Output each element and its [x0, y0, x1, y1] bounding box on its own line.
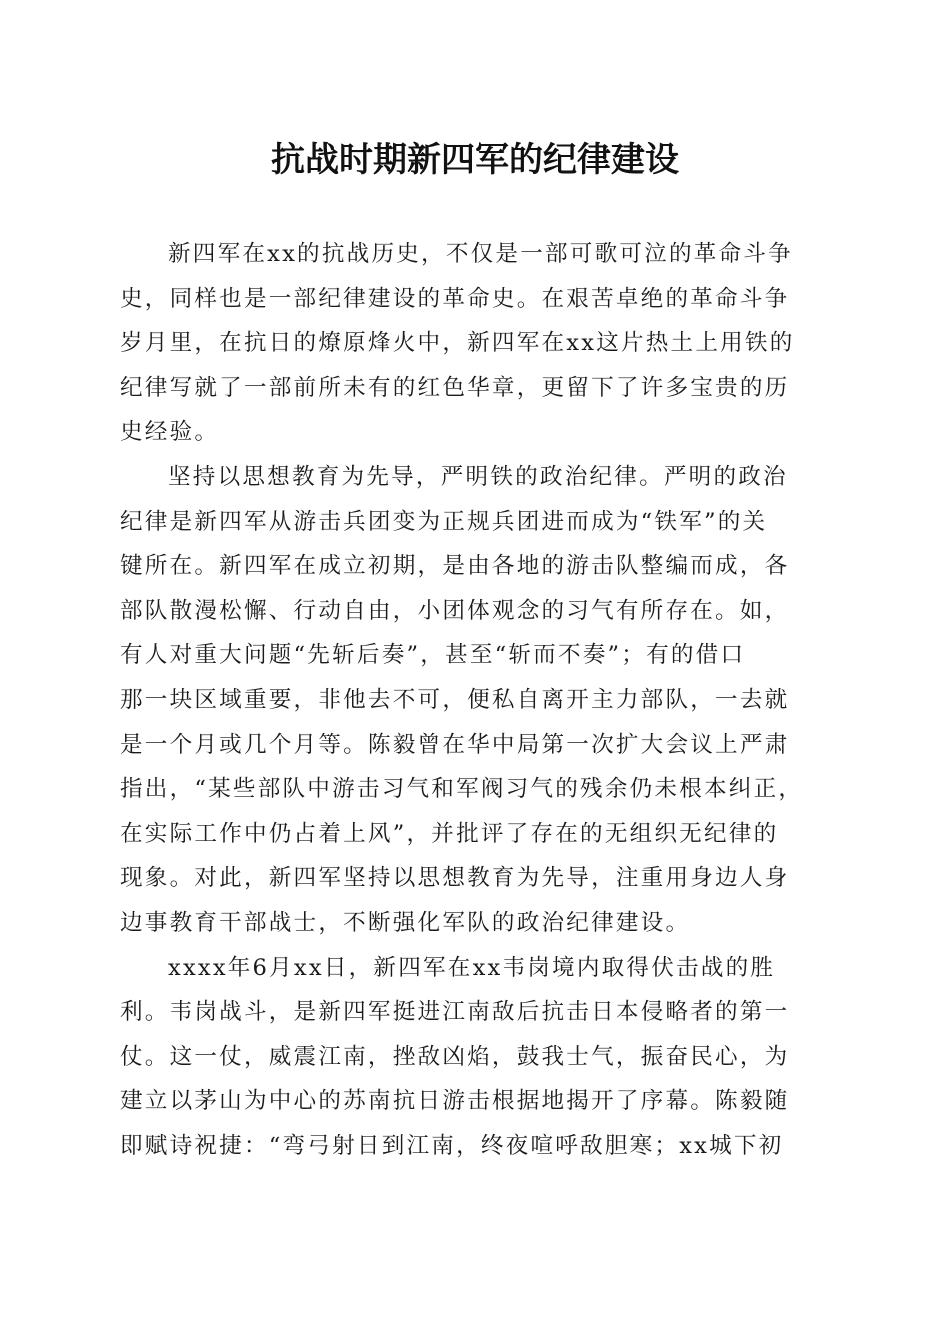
- paragraph-2: [120, 455, 832, 946]
- text-line: 坚持以思想教育为先导，严明铁的政治纪律。严明的政治: [168, 463, 788, 490]
- text-line: 新四军在xx的抗战历史，不仅是一部可歌可泣的革命斗争: [168, 241, 793, 267]
- document-title: 抗战时期新四军的纪律建设: [271, 140, 679, 180]
- text-line: 史经验。: [120, 419, 220, 446]
- text-line: 指出，“某些部队中游击习气和军阀习气的残余仍未根本纠正，: [120, 776, 804, 803]
- text-line: 纪律是新四军从游击兵团变为正规兵团进而成为“铁军”的关: [120, 508, 768, 535]
- text-line: 建立以茅山为中心的苏南抗日游击根据地揭开了序幕。陈毅随: [120, 1088, 790, 1115]
- text-line: 边事教育干部战士，不断强化军队的政治纪律建设。: [120, 909, 691, 936]
- paragraph-1: [120, 232, 832, 455]
- text-line: 部队散漫松懈、行动自由，小团体观念的习气有所存在。如，: [120, 597, 790, 624]
- text-line: 键所在。新四军在成立初期，是由各地的游击队整编而成，各: [120, 553, 790, 580]
- paragraph-3: [120, 946, 832, 1169]
- text-line: 现象。对此，新四军坚持以思想教育为先导，注重用身边人身: [120, 865, 790, 892]
- text-line: 即赋诗祝捷：“弯弓射日到江南，终夜喧呼敌胆寒；xx城下初: [120, 1132, 784, 1159]
- text-line: 利。韦岗战斗，是新四军挺进江南敌后抗击日本侵略者的第一: [120, 999, 790, 1026]
- text-line: 史，同样也是一部纪律建设的革命史。在艰苦卓绝的革命斗争: [120, 285, 790, 312]
- text-line: 岁月里，在抗日的燎原烽火中，新四军在xx这片热土上用铁的: [120, 330, 795, 357]
- text-line: xxxx年6月xx日，新四军在xx韦岗境内取得伏击战的胜: [168, 954, 776, 981]
- text-line: 是一个月或几个月等。陈毅曾在华中局第一次扩大会议上严肃: [120, 731, 790, 758]
- text-line: 纪律写就了一部前所未有的红色华章，更留下了许多宝贵的历: [120, 374, 790, 401]
- text-line: 那一块区域重要，非他去不可，便私自离开主力部队，一去就: [120, 686, 790, 713]
- text-line: 在实际工作中仍占着上风”，并批评了存在的无组织无纪律的: [120, 820, 779, 847]
- text-line: 仗。这一仗，威震江南，挫敌凶焰，鼓我士气，振奋民心，为: [120, 1043, 790, 1070]
- text-line: 有人对重大问题“先斩后奏”，甚至“斩而不奏”；有的借口: [120, 642, 746, 669]
- document-body: [120, 232, 832, 1168]
